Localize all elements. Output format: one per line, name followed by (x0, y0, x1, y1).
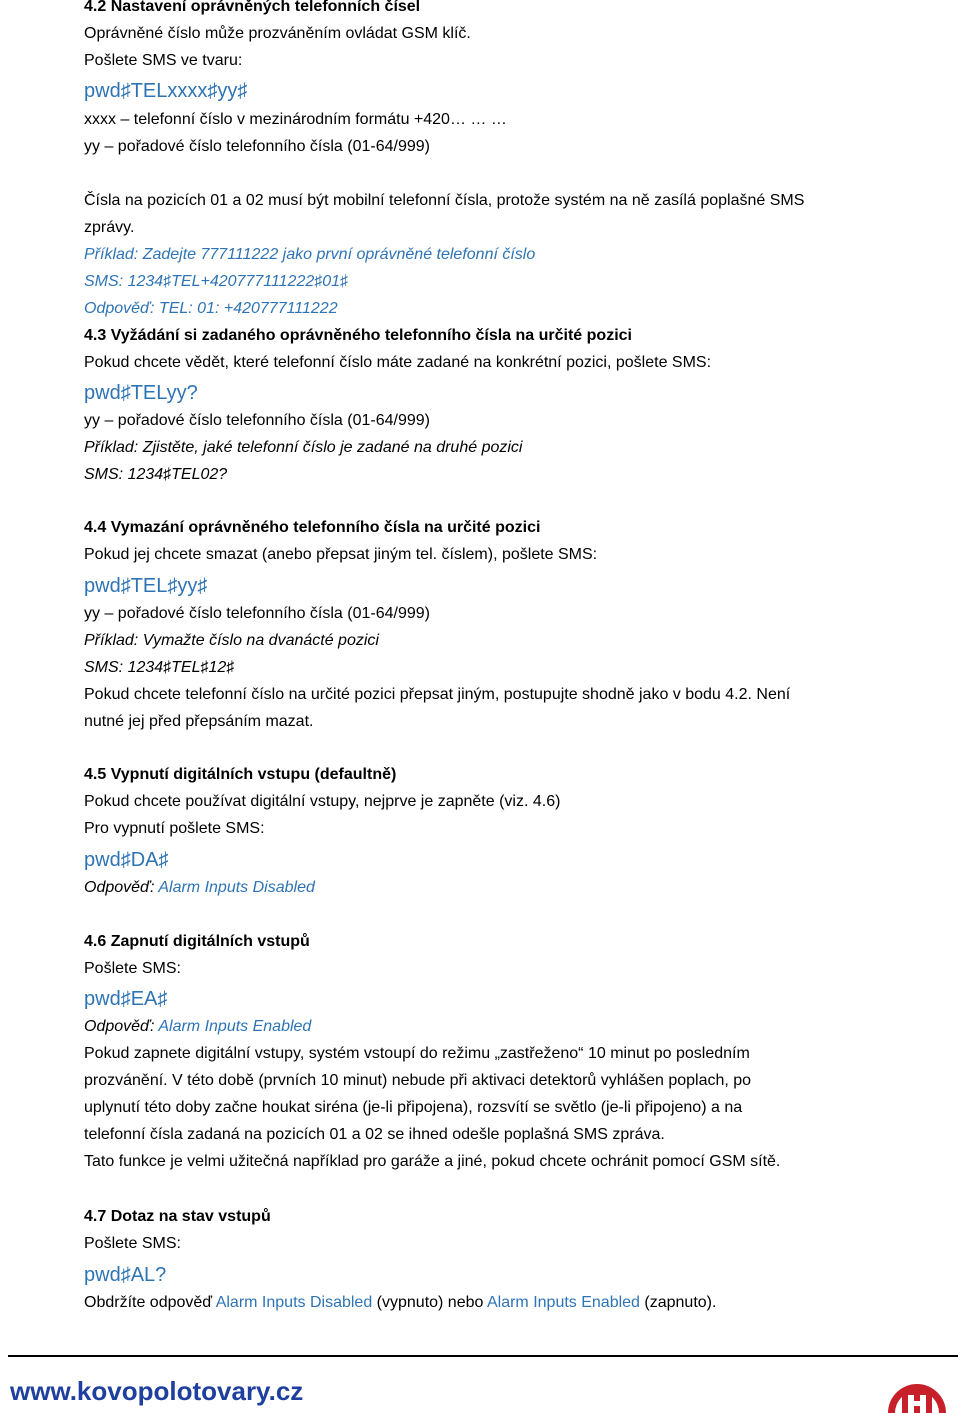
command-syntax: pwd♯DA♯ (84, 849, 169, 871)
paragraph (84, 1293, 716, 1313)
text-run: Obdržíte odpověď (84, 1294, 216, 1311)
example-line: Příklad: Zadejte 777111222 jako první oprávněné telefonní číslo (84, 246, 536, 263)
heading-4-6: 4.6 Zapnutí digitálních vstupů (84, 933, 310, 950)
paragraph: Pokud jej chcete smazat (anebo přepsat jiným tel. číslem), pošlete SMS: (84, 546, 598, 563)
paragraph: uplynutí této doby začne houkat siréna (je-li připojena), rozsvítí se světlo (je-li připojeno) a na (84, 1099, 743, 1116)
paragraph: Pokud chcete vědět, které telefonní číslo máte zadané na konkrétní pozici, pošlete SMS: (84, 354, 712, 371)
command-syntax: pwd♯TELxxxx♯yy♯ (84, 80, 248, 102)
paragraph: Pokud chcete používat digitální vstupy, nejprve je zapněte (viz. 4.6) (84, 793, 561, 810)
text-run: (vypnuto) nebo (372, 1294, 487, 1311)
heading-4-7: 4.7 Dotaz na stav vstupů (84, 1208, 271, 1225)
reply-line (84, 878, 315, 898)
footer-divider (8, 1355, 958, 1357)
reply-label: Odpověď: (84, 879, 159, 896)
example-line: Příklad: Zjistěte, jaké telefonní číslo je zadané na druhé pozici (84, 439, 523, 456)
paragraph: Čísla na pozicích 01 a 02 musí být mobilní telefonní čísla, protože systém na ně zasílá poplašné SMS (84, 192, 805, 209)
paragraph: xxxx – telefonní číslo v mezinárodním formátu +420… … … (84, 111, 507, 128)
paragraph: Pro vypnutí pošlete SMS: (84, 820, 265, 837)
command-syntax: pwd♯AL? (84, 1264, 167, 1286)
paragraph: yy – pořadové číslo telefonního čísla (01-64/999) (84, 138, 430, 155)
paragraph: Oprávněné číslo může prozváněním ovládat GSM klíč. (84, 25, 471, 42)
example-line: Příklad: Vymažte číslo na dvanácté pozici (84, 632, 379, 649)
status-disabled: Alarm Inputs Disabled (215, 1294, 373, 1311)
text-run: (zapnuto). (639, 1294, 717, 1311)
paragraph: Pokud chcete telefonní číslo na určité pozici přepsat jiným, postupujte shodně jako v bodu 4.2. Není (84, 686, 791, 703)
paragraph: Pošlete SMS: (84, 1235, 181, 1252)
heading-4-2: 4.2 Nastavení oprávněných telefonních čísel (84, 0, 421, 15)
status-enabled: Alarm Inputs Enabled (486, 1294, 640, 1311)
reply-value: Alarm Inputs Enabled (158, 1018, 312, 1035)
reply-label: Odpověď: (84, 1018, 159, 1035)
heading-4-4: 4.4 Vymazání oprávněného telefonního čísla na určité pozici (84, 519, 541, 536)
paragraph: zprávy. (84, 219, 135, 236)
command-syntax: pwd♯EA♯ (84, 988, 168, 1010)
paragraph: Tato funkce je velmi užitečná například pro garáže a jiné, pokud chcete ochránit pomocí GSM sítě. (84, 1153, 781, 1170)
paragraph: yy – pořadové číslo telefonního čísla (01-64/999) (84, 412, 430, 429)
reply-value: Alarm Inputs Disabled (158, 879, 315, 896)
command-syntax: pwd♯TEL♯yy♯ (84, 575, 208, 597)
paragraph: yy – pořadové číslo telefonního čísla (01-64/999) (84, 605, 430, 622)
paragraph: telefonní čísla zadaná na pozicích 01 a 02 se ihned odešle poplašná SMS zpráva. (84, 1126, 665, 1143)
example-sms: SMS: 1234♯TEL02? (84, 466, 228, 483)
example-reply: Odpověď: TEL: 01: +420777111222 (84, 300, 338, 317)
paragraph: nutné jej před přepsáním mazat. (84, 713, 314, 730)
company-logo-icon (882, 1361, 952, 1413)
reply-line (84, 1017, 311, 1037)
paragraph: prozvánění. V této době (prvních 10 minut) nebude při aktivaci detektorů vyhlášen poplach, po (84, 1072, 752, 1089)
paragraph: Pošlete SMS ve tvaru: (84, 52, 243, 69)
paragraph: Pokud zapnete digitální vstupy, systém vstoupí do režimu „zastřeženo“ 10 minut po posledním (84, 1045, 750, 1062)
example-sms: SMS: 1234♯TEL+420777111222♯01♯ (84, 273, 349, 290)
heading-4-3: 4.3 Vyžádání si zadaného oprávněného telefonního čísla na určité pozici (84, 327, 632, 344)
footer-url[interactable]: www.kovopolotovary.cz (10, 1376, 304, 1406)
example-sms: SMS: 1234♯TEL♯12♯ (84, 659, 235, 676)
paragraph: Pošlete SMS: (84, 960, 181, 977)
command-syntax: pwd♯TELyy? (84, 382, 198, 404)
heading-4-5: 4.5 Vypnutí digitálních vstupu (defaultně) (84, 766, 397, 783)
